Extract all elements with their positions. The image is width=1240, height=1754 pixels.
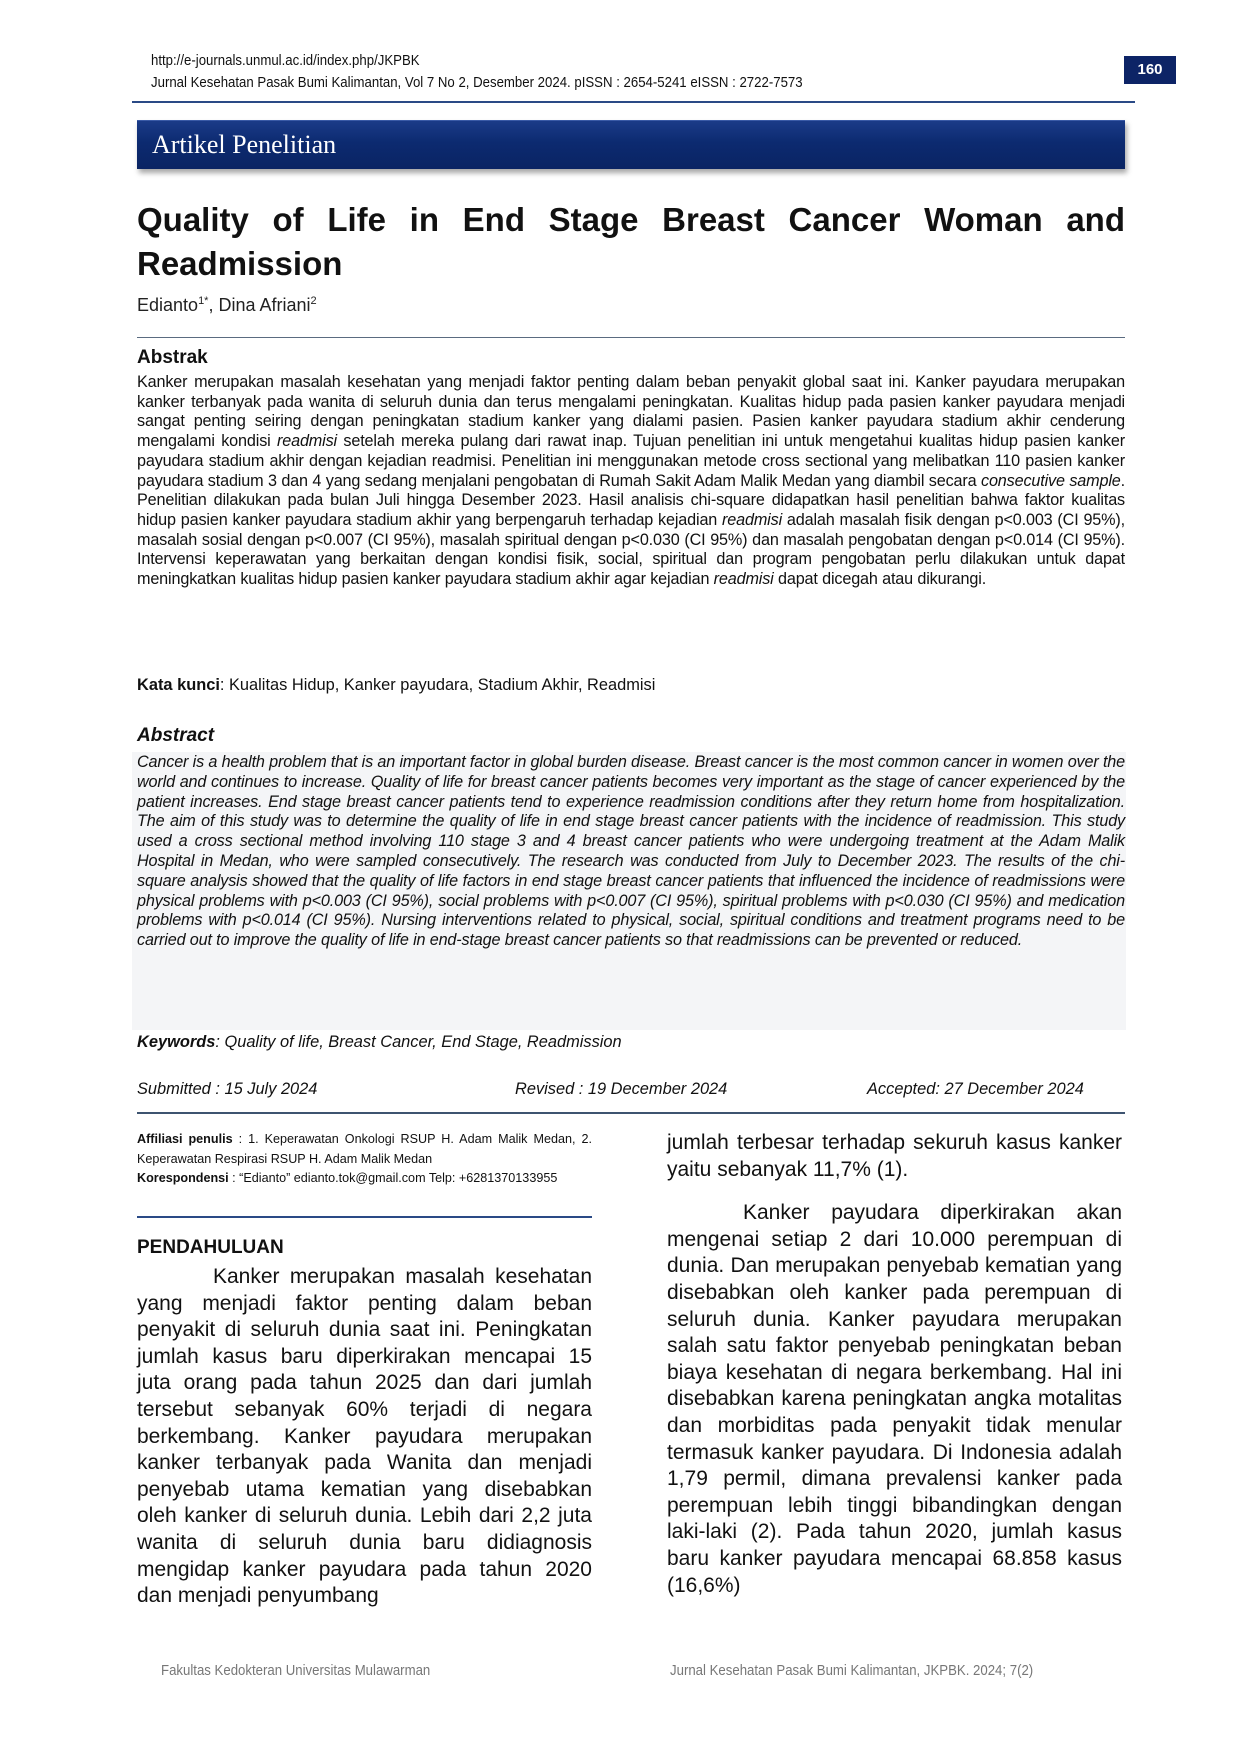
intro-paragraph: jumlah terbesar terhadap sekuruh kasus kanker yaitu sebanyak 11,7% (1). <box>667 1131 1122 1181</box>
keywords-label: Keywords <box>137 1033 216 1051</box>
kata-kunci-label: Kata kunci <box>137 676 220 694</box>
abstrak-text: adalah masalah fisik dengan p<0.003 (CI 95%), masalah sosial dengan p<0.007 (CI 95%), masalah spiritual dengan p<0.030 (CI 95%) dan masalah pengobatan dengan p<0.014 (CI 95%). Intervensi keperawatan yang berkaitan dengan kondisi fisik, social, spiritual dan program pengobatan perlu dilakukan untuk dapat meningkatkan kualitas hidup pasien kanker payudara stadium akhir agar kejadian <box>137 510 1125 589</box>
abstrak-text: . Penelitian dilakukan pada bulan Juli hingga Desember 2023. Hasil analisis chi-square didapatkan hasil penelitian bahwa faktor kualitas hidup pasien kanker payudara stadium akhir yang berpengaruh terhadap kejadian <box>137 471 1125 529</box>
journal-url[interactable]: http://e-journals.unmul.ac.id/index.php/JKPBK <box>151 52 420 69</box>
article-title: Quality of Life in End Stage Breast Cancer Woman and Readmission <box>137 201 1125 282</box>
correspondence-label: Korespondensi <box>137 1171 229 1185</box>
abstract-body: Cancer is a health problem that is an important factor in global burden disease. Breast cancer is the most common cancer in women over the world and continues to increase. Quality of life for breast cancer patients becomes very important as the stage of cancer experienced by the patient increases. End stage breast cancer patients tend to experience readmission conditions after they return home from hospitalization. The aim of this study was to determine the quality of life in end stage breast cancer patients with the incidence of readmission. This study used a cross sectional method involving 110 stage 3 and 4 breast cancer patients who were undergoing treatment at the Adam Malik Hospital in Medan, who were sampled consecutively. The research was conducted from July to December 2023. The results of the chi-square analysis showed that the quality of life factors in end stage breast cancer patients that influenced the incidence of readmissions were physical problems with p<0.003 (CI 95%), social problems with p<0.007 (CI 95%), spiritual problems with p<0.030 (CI 95%) and medication problems with p<0.014 (CI 95%). Nursing interventions related to physical, social, spiritual conditions and treatment programs need to be carried out to improve the quality of life in end-stage breast cancer patients so that readmissions can be prevented or reduced. <box>137 753 1125 950</box>
abstrak-text: Kanker merupakan masalah kesehatan yang menjadi faktor penting dalam beban penyakit global saat ini. Kanker payudara merupakan kanker terbanyak pada wanita di seluruh dunia dan terus mengalami peningkatan. Kualitas hidup pada pasien kanker payudara menjadi sangat penting seiring dengan peningkatan stadium kanker yang dialami pasien. Pasien kanker payudara stadium akhir cenderung mengalami kondisi <box>137 373 1125 451</box>
affiliation-text: : 1. Keperawatan Onkologi RSUP H. Adam Malik Medan, 2. Keperawatan Respirasi RSUP H. Adam Malik Medan <box>137 1132 592 1166</box>
author-name: Edianto <box>137 295 199 315</box>
abstrak-text: setelah mereka pulang dari rawat inap. Tujuan penelitian ini untuk mengetahui kualitas hidup pasien kanker payudara stadium akhir dengan kejadian readmisi. Penelitian ini menggunakan metode cross sectional yang melibatkan 110 pasien kanker payudara stadium 3 dan 4 yang sedang menjalani pengobatan di Rumah Sakit Adam Malik Medan yang diambil secara <box>137 432 1125 490</box>
article-type-label: Artikel Penelitian <box>152 130 337 159</box>
revised-date: Revised : 19 December 2024 <box>515 1080 728 1098</box>
pendahuluan-heading: PENDAHULUAN <box>137 1237 284 1258</box>
journal-citation-line: Jurnal Kesehatan Pasak Bumi Kalimantan, Vol 7 No 2, Desember 2024. pISSN : 2654-5241 eISSN : 2722-7573 <box>151 74 803 91</box>
correspondence-text: : “Edianto” edianto.tok@gmail.com Telp: +6281370133955 <box>228 1171 558 1185</box>
intro-paragraph: Kanker payudara diperkirakan akan mengenai setiap 2 dari 10.000 perempuan di dunia. Dan merupakan penyebab kematian yang disebabkan oleh kanker pada perempuan di seluruh dunia. Kanker payudara merupakan salah satu faktor penyebab peningkatan beban biaya kesehatan di negara berkembang. Hal ini disebabkan karena peningkatan angka motalitas dan morbiditas pada penyakit tidak menular termasuk kanker payudara. Di Indonesia adalah 1,79 permil, dimana prevalensi kanker pada perempuan lebih tinggi bibandingkan dengan laki-laki (2). Pada tahun 2020, jumlah kasus baru kanker payudara mencapai 68.858 kasus (16,6%) <box>667 1201 1122 1597</box>
intro-paragraph: Kanker merupakan masalah kesehatan yang menjadi faktor penting dalam beban penyakit di seluruh dunia saat ini. Peningkatan jumlah kasus baru diperkirakan mencapai 15 juta orang pada tahun 2025 dan dari jumlah tersebut sebanyak 60% terjadi di negara berkembang. Kanker payudara merupakan kanker terbanyak pada Wanita dan menjadi penyebab utama kematian yang disebabkan oleh kanker di seluruh dunia. Lebih dari 2,2 juta wanita di seluruh dunia baru didiagnosis mengidap kanker payudara pada tahun 2020 dan menjadi penyumbang <box>137 1265 592 1608</box>
kata-kunci-values: : Kualitas Hidup, Kanker payudara, Stadium Akhir, Readmisi <box>219 676 656 694</box>
author-affiliation-mark: 2 <box>310 295 317 307</box>
keywords-values: : Quality of life, Breast Cancer, End Stage, Readmission <box>215 1033 622 1051</box>
header-divider <box>132 101 1135 103</box>
submitted-date: Submitted : 15 July 2024 <box>137 1080 318 1098</box>
accepted-date: Accepted: 27 December 2024 <box>867 1080 1084 1098</box>
abstrak-italic-term: readmisi <box>277 432 337 451</box>
abstrak-body <box>137 373 1125 590</box>
kata-kunci <box>137 676 655 695</box>
footer-citation: Jurnal Kesehatan Pasak Bumi Kalimantan, JKPBK. 2024; 7(2) <box>670 1662 1034 1679</box>
article-type-banner <box>137 120 1125 169</box>
affiliation-divider <box>137 1216 592 1218</box>
page-number-badge: 160 <box>1124 56 1176 84</box>
abstrak-heading: Abstrak <box>137 347 208 368</box>
affiliation-label: Affiliasi penulis <box>137 1132 233 1146</box>
author-affiliation-mark: 1* <box>198 295 209 307</box>
author-name: Dina Afriani <box>218 295 311 315</box>
intro-right-column <box>667 1130 1122 1599</box>
author-separator: , <box>208 295 219 315</box>
abstrak-italic-term: consecutive sample <box>981 471 1121 490</box>
abstrak-italic-term: readmisi <box>722 510 783 529</box>
abstract-heading: Abstract <box>137 725 215 746</box>
affiliation-block <box>137 1130 592 1189</box>
keywords <box>137 1033 622 1052</box>
footer-institution: Fakultas Kedokteran Universitas Mulawarman <box>161 1662 431 1679</box>
intro-left-column <box>137 1264 592 1610</box>
abstrak-text: dapat dicegah atau dikurangi. <box>773 570 987 589</box>
title-divider <box>137 337 1125 338</box>
abstrak-italic-term: readmisi <box>713 570 774 589</box>
author-list <box>137 295 317 316</box>
dates-divider <box>137 1112 1125 1114</box>
